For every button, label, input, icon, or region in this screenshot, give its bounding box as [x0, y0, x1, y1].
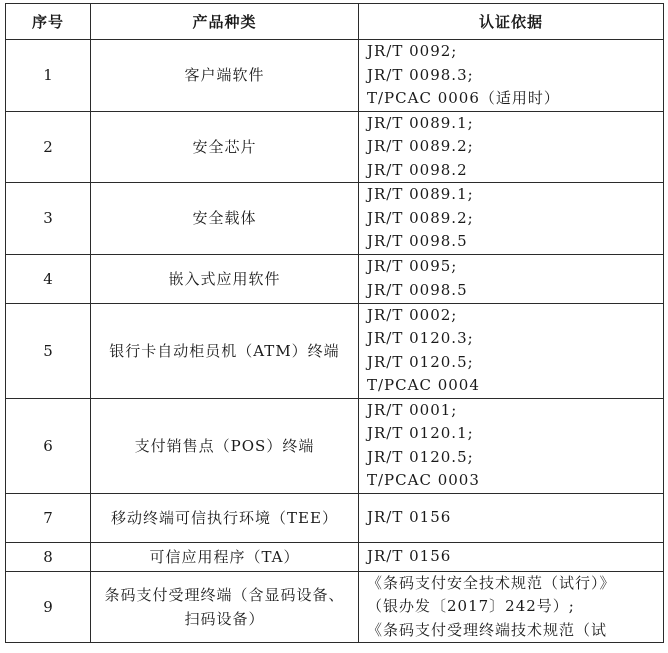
basis-line: JR/T 0120.5; — [367, 447, 474, 466]
basis-line: T/PCAC 0003 — [367, 471, 480, 489]
header-seq: 序号 — [6, 4, 91, 40]
row-seq: 8 — [6, 542, 91, 571]
row-product: 安全芯片 — [91, 111, 359, 183]
row-product: 银行卡自动柜员机（ATM）终端 — [91, 303, 359, 398]
basis-line: JR/T 0002; — [367, 305, 458, 324]
basis-line: JR/T 0089.2; — [367, 137, 474, 155]
basis-line: JR/T 0120.5; — [367, 352, 474, 371]
table-row — [6, 542, 664, 571]
row-basis — [359, 303, 664, 398]
basis-line: 《条码支付受理终端技术规范（试 — [367, 620, 608, 639]
basis-line: T/PCAC 0006（适用时） — [367, 89, 560, 107]
row-basis — [359, 183, 664, 255]
basis-line: JR/T 0089.1; — [367, 113, 474, 132]
row-product: 可信应用程序（TA） — [91, 542, 359, 571]
row-seq: 6 — [6, 398, 91, 493]
basis-line: 《条码支付安全技术规范（试行）》 — [367, 573, 616, 592]
table-row — [6, 111, 664, 183]
basis-line: JR/T 0156 — [367, 507, 452, 526]
basis-line: JR/T 0089.1; — [367, 185, 474, 203]
row-product: 移动终端可信执行环境（TEE） — [91, 493, 359, 542]
row-product: 安全载体 — [91, 183, 359, 255]
basis-line: JR/T 0120.1; — [367, 424, 474, 442]
row-basis — [359, 493, 664, 542]
row-basis — [359, 542, 664, 571]
basis-line: JR/T 0098.2 — [367, 160, 468, 179]
row-seq: 5 — [6, 303, 91, 398]
basis-line: JR/T 0095; — [367, 257, 458, 275]
row-seq: 3 — [6, 183, 91, 255]
table-row — [6, 40, 664, 112]
row-seq: 1 — [6, 40, 91, 112]
certification-table — [5, 3, 664, 643]
row-seq: 7 — [6, 493, 91, 542]
row-basis — [359, 40, 664, 112]
basis-line: JR/T 0120.3; — [367, 329, 474, 347]
row-basis — [359, 398, 664, 493]
basis-line: T/PCAC 0004 — [367, 376, 480, 394]
basis-line: JR/T 0098.3; — [367, 65, 474, 84]
header-row — [6, 4, 664, 40]
table-row — [6, 254, 664, 303]
basis-line: （银办发〔2017〕242号）; — [367, 597, 575, 615]
table-row — [6, 183, 664, 255]
basis-line: JR/T 0001; — [367, 400, 458, 419]
header-basis: 认证依据 — [359, 4, 664, 40]
table-row — [6, 493, 664, 542]
row-basis — [359, 254, 664, 303]
row-basis — [359, 111, 664, 183]
row-seq: 4 — [6, 254, 91, 303]
row-product: 支付销售点（POS）终端 — [91, 398, 359, 493]
row-product: 客户端软件 — [91, 40, 359, 112]
basis-line: JR/T 0089.2; — [367, 208, 474, 227]
table-row — [6, 398, 664, 493]
row-product: 嵌入式应用软件 — [91, 254, 359, 303]
header-product: 产品种类 — [91, 4, 359, 40]
row-basis — [359, 571, 664, 643]
table-row — [6, 303, 664, 398]
basis-line: JR/T 0092; — [367, 42, 458, 60]
row-seq: 2 — [6, 111, 91, 183]
row-product: 条码支付受理终端（含显码设备、扫码设备） — [91, 571, 359, 643]
row-seq: 9 — [6, 571, 91, 643]
basis-line: JR/T 0098.5 — [367, 280, 468, 299]
table-row — [6, 571, 664, 643]
basis-line: JR/T 0098.5 — [367, 232, 468, 250]
basis-line: JR/T 0156 — [367, 546, 452, 565]
